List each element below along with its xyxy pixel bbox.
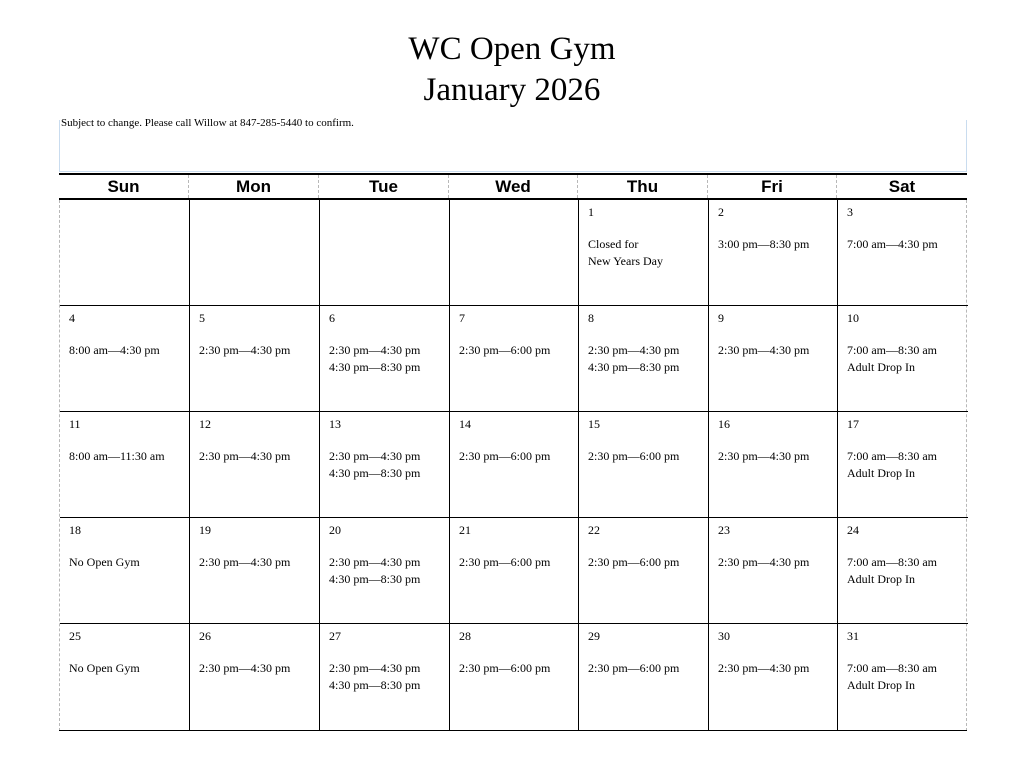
day-schedule: Closed for New Years Day	[588, 237, 663, 268]
day-cell	[709, 306, 837, 411]
day-number: 24	[847, 523, 859, 537]
day-cell	[450, 200, 578, 305]
weekday-header: Fri	[708, 175, 837, 198]
day-schedule: 2:30 pm—4:30 pm 4:30 pm—8:30 pm	[588, 343, 680, 374]
day-cell	[190, 200, 319, 305]
day-number: 26	[199, 629, 211, 643]
day-schedule: 7:00 am—4:30 pm	[847, 237, 938, 251]
day-number: 28	[459, 629, 471, 643]
day-number	[459, 204, 578, 221]
day-cell	[709, 200, 837, 305]
weekday-header: Tue	[319, 175, 449, 198]
day-schedule: 2:30 pm—6:00 pm	[588, 661, 680, 675]
day-schedule: 2:30 pm—4:30 pm 4:30 pm—8:30 pm	[329, 343, 421, 374]
day-cell	[450, 624, 578, 729]
day-schedule: 3:00 pm—8:30 pm	[718, 237, 810, 251]
day-schedule: 2:30 pm—4:30 pm 4:30 pm—8:30 pm	[329, 661, 421, 692]
day-cell	[838, 306, 967, 411]
day-schedule: 2:30 pm—4:30 pm	[718, 661, 810, 675]
day-schedule: 2:30 pm—6:00 pm	[459, 449, 551, 463]
calendar-body	[59, 200, 967, 731]
weekday-header: Sat	[888, 177, 916, 196]
day-cell	[579, 200, 708, 305]
day-cell	[709, 518, 837, 623]
day-schedule: 8:00 am—11:30 am	[69, 449, 165, 463]
day-schedule: 7:00 am—8:30 am Adult Drop In	[847, 449, 937, 480]
day-number: 27	[329, 629, 341, 643]
day-schedule: 2:30 pm—4:30 pm	[199, 449, 291, 463]
day-cell	[579, 412, 708, 517]
day-cell	[838, 518, 967, 623]
day-cell	[709, 412, 837, 517]
day-number: 6	[329, 311, 335, 325]
day-cell	[838, 200, 967, 305]
day-schedule: 7:00 am—8:30 am Adult Drop In	[847, 343, 937, 374]
calendar-bottom-border	[59, 730, 967, 731]
weekday-header: Mon	[189, 175, 319, 198]
day-number: 19	[199, 523, 211, 537]
calendar-grid	[59, 173, 967, 731]
weekday-header: Thu	[578, 175, 708, 198]
day-number: 11	[69, 417, 81, 431]
day-number: 1	[588, 205, 594, 219]
weekday-header-row	[59, 173, 967, 200]
day-cell	[579, 306, 708, 411]
day-number: 30	[718, 629, 730, 643]
day-cell	[60, 412, 189, 517]
day-cell	[450, 306, 578, 411]
day-cell	[60, 624, 189, 729]
day-number: 5	[199, 311, 205, 325]
day-cell	[838, 412, 967, 517]
day-cell	[450, 412, 578, 517]
day-number	[69, 204, 189, 221]
calendar-title: WC Open Gym	[408, 31, 616, 67]
day-cell	[190, 518, 319, 623]
day-cell	[709, 624, 837, 729]
day-number: 2	[718, 205, 724, 219]
day-cell	[60, 200, 189, 305]
day-number: 29	[588, 629, 600, 643]
day-schedule: 2:30 pm—4:30 pm	[199, 661, 291, 675]
day-schedule: 2:30 pm—4:30 pm 4:30 pm—8:30 pm	[329, 555, 421, 586]
day-number: 4	[69, 311, 75, 325]
day-schedule: 7:00 am—8:30 am Adult Drop In	[847, 661, 937, 692]
day-number: 3	[847, 205, 853, 219]
day-cell	[838, 624, 967, 729]
weekday-header: Sun	[59, 175, 189, 198]
day-schedule: 2:30 pm—4:30 pm	[199, 555, 291, 569]
day-schedule: 2:30 pm—4:30 pm	[718, 555, 810, 569]
day-schedule: 2:30 pm—6:00 pm	[459, 555, 551, 569]
day-cell	[320, 518, 449, 623]
day-number: 10	[847, 311, 859, 325]
day-schedule: 2:30 pm—4:30 pm	[718, 449, 810, 463]
day-cell	[190, 624, 319, 729]
day-number: 9	[718, 311, 724, 325]
day-schedule: 2:30 pm—4:30 pm	[199, 343, 291, 357]
day-number: 12	[199, 417, 211, 431]
day-cell	[320, 412, 449, 517]
day-cell	[579, 518, 708, 623]
day-number: 14	[459, 417, 471, 431]
day-cell	[320, 200, 449, 305]
day-schedule: No Open Gym	[69, 555, 140, 569]
day-number: 17	[847, 417, 859, 431]
day-number: 13	[329, 417, 341, 431]
day-schedule: 2:30 pm—4:30 pm	[718, 343, 810, 357]
day-schedule: 2:30 pm—6:00 pm	[459, 343, 551, 357]
day-schedule: 7:00 am—8:30 am Adult Drop In	[847, 555, 937, 586]
day-number: 25	[69, 629, 81, 643]
weekday-header: Wed	[449, 175, 578, 198]
notice-text: Subject to change. Please call Willow at 847-285-5440 to confirm.	[61, 117, 354, 129]
day-cell	[450, 518, 578, 623]
day-number: 18	[69, 523, 81, 537]
day-number: 20	[329, 523, 341, 537]
day-schedule: 8:00 am—4:30 pm	[69, 343, 160, 357]
day-cell	[60, 306, 189, 411]
day-number: 15	[588, 417, 600, 431]
day-number: 21	[459, 523, 471, 537]
day-number: 31	[847, 629, 859, 643]
day-schedule: No Open Gym	[69, 661, 140, 675]
day-cell	[579, 624, 708, 729]
day-cell	[60, 518, 189, 623]
day-number: 16	[718, 417, 730, 431]
day-number	[199, 204, 319, 221]
day-cell	[320, 306, 449, 411]
day-number: 7	[459, 311, 465, 325]
day-cell	[190, 306, 319, 411]
day-schedule: 2:30 pm—6:00 pm	[588, 449, 680, 463]
day-cell	[320, 624, 449, 729]
day-cell	[190, 412, 319, 517]
day-schedule: 2:30 pm—6:00 pm	[588, 555, 680, 569]
day-schedule: 2:30 pm—4:30 pm 4:30 pm—8:30 pm	[329, 449, 421, 480]
day-schedule: 2:30 pm—6:00 pm	[459, 661, 551, 675]
day-number: 8	[588, 311, 594, 325]
day-number: 22	[588, 523, 600, 537]
day-number: 23	[718, 523, 730, 537]
day-number	[329, 204, 449, 221]
calendar-month: January 2026	[423, 72, 601, 108]
